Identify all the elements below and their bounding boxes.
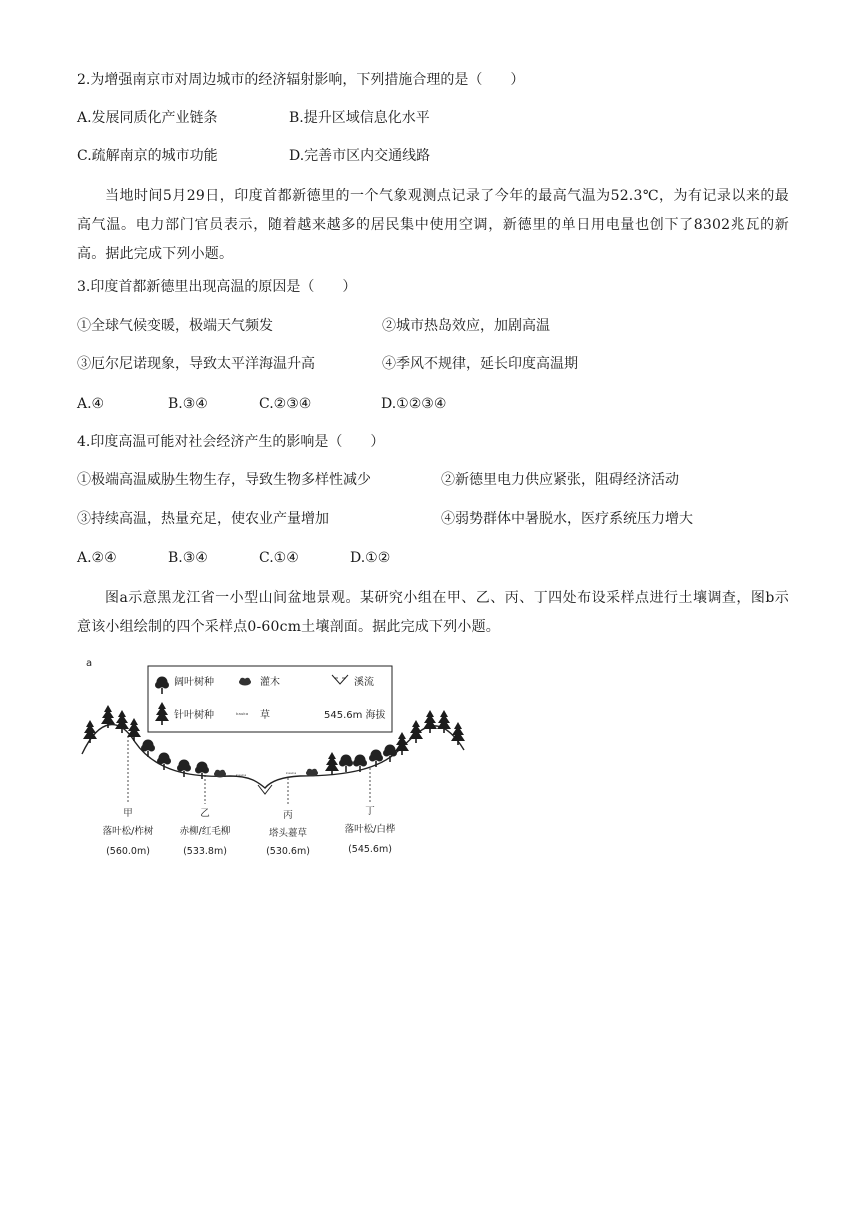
svg-text:ᵏᵃᵘᵏᵃ: ᵏᵃᵘᵏᵃ [236,774,247,780]
q3-stem: 3.印度首都新德里出现高温的原因是（ ） [77,279,357,295]
q4-option-b: B.③④ [168,550,208,566]
legend-shrub-label: 灌木 [260,677,280,688]
svg-text:丁: 丁 [365,806,375,817]
q4-item-3: ③持续高温，热量充足，使农业产量增加 [77,511,329,527]
figure-panel-label: a [86,658,93,669]
q2-option-a: A.发展同质化产业链条 [77,110,218,126]
q4-item-4: ④弱势群体中暑脱水，医疗系统压力增大 [441,511,693,527]
legend-broadleaf-label: 阔叶树种 [174,677,214,688]
q4-item-1: ①极端高温威胁生物生存，导致生物多样性减少 [77,472,371,488]
stream-notch-icon [258,785,272,794]
svg-text:乙: 乙 [200,808,210,819]
q4-stem: 4.印度高温可能对社会经济产生的影响是（ ） [77,434,385,450]
q2-option-d: D.完善市区内交通线路 [289,148,431,164]
legend-grass-label: 草 [260,710,270,721]
q3-option-b: B.③④ [168,396,208,412]
site-bing [266,810,310,857]
q3-option-a: A.④ [77,396,105,412]
q3-item-1: ①全球气候变暖，极端天气频发 [77,318,273,334]
svg-text:丙: 丙 [283,810,293,821]
svg-text:(533.8m): (533.8m) [183,846,227,857]
site-jia [103,808,154,857]
svg-text:(545.6m): (545.6m) [348,844,392,855]
q4-option-d: D.①② [350,550,391,566]
site-ding [345,806,396,855]
svg-text:ᵏᵃᵘᵏᵃ: ᵏᵃᵘᵏᵃ [286,772,297,778]
figure-a-basin-landscape [80,656,470,866]
passage-heilongjiang-basin: 图a示意黑龙江省一小型山间盆地景观。某研究小组在甲、乙、丙、丁四处布设采样点进行土壤调查，图b示意该小组绘制的四个采样点0-60cm土壤剖面。据此完成下列小题。 [77,590,789,635]
svg-text:(560.0m): (560.0m) [106,846,150,857]
q3-item-3: ③厄尔尼诺现象，导致太平洋海温升高 [77,356,315,372]
q4-option-c: C.①④ [259,550,299,566]
site-yi [180,808,231,857]
legend-elevation-label: 545.6m 海拔 [324,710,386,721]
passage-new-delhi-heat: 当地时间5月29日，印度首都新德里的一个气象观测点记录了今年的最高气温为52.3℃，为有记录以来的最高气温。电力部门官员表示，随着越来越多的居民集中使用空调，新德里的单日用电量也创下了8302兆瓦的新高。据此完成下列小题。 [77,188,789,262]
svg-text:(530.6m): (530.6m) [266,846,310,857]
svg-text:甲: 甲 [123,808,133,819]
svg-text:落叶松/柞树: 落叶松/柞树 [102,826,154,837]
shrub-icon [239,678,251,686]
legend-stream-label: 溪流 [354,677,374,688]
q3-option-d: D.①②③④ [381,396,447,412]
figure-legend [148,666,392,732]
legend-conifer-label: 针叶树种 [174,710,214,721]
svg-text:塔头薹草: 塔头薹草 [268,828,308,839]
q2-option-c: C.疏解南京的城市功能 [77,148,218,164]
svg-text:ᵏᵃᵘᵏᵃ: ᵏᵃᵘᵏᵃ [236,712,249,719]
q4-option-a: A.②④ [77,550,117,566]
terrain-profile-line [82,725,464,788]
q2-option-b: B.提升区域信息化水平 [289,110,430,126]
q3-item-4: ④季风不规律，延长印度高温期 [382,356,578,372]
q4-item-2: ②新德里电力供应紧张，阻碍经济活动 [441,472,679,488]
svg-text:赤柳/红毛柳: 赤柳/红毛柳 [179,826,231,837]
q3-item-2: ②城市热岛效应，加剧高温 [382,318,550,334]
q2-stem: 2.为增强南京市对周边城市的经济辐射影响，下列措施合理的是（ ） [77,72,525,88]
grass-icon [236,712,248,719]
q3-option-c: C.②③④ [259,396,312,412]
svg-text:落叶松/白桦: 落叶松/白桦 [344,824,396,835]
